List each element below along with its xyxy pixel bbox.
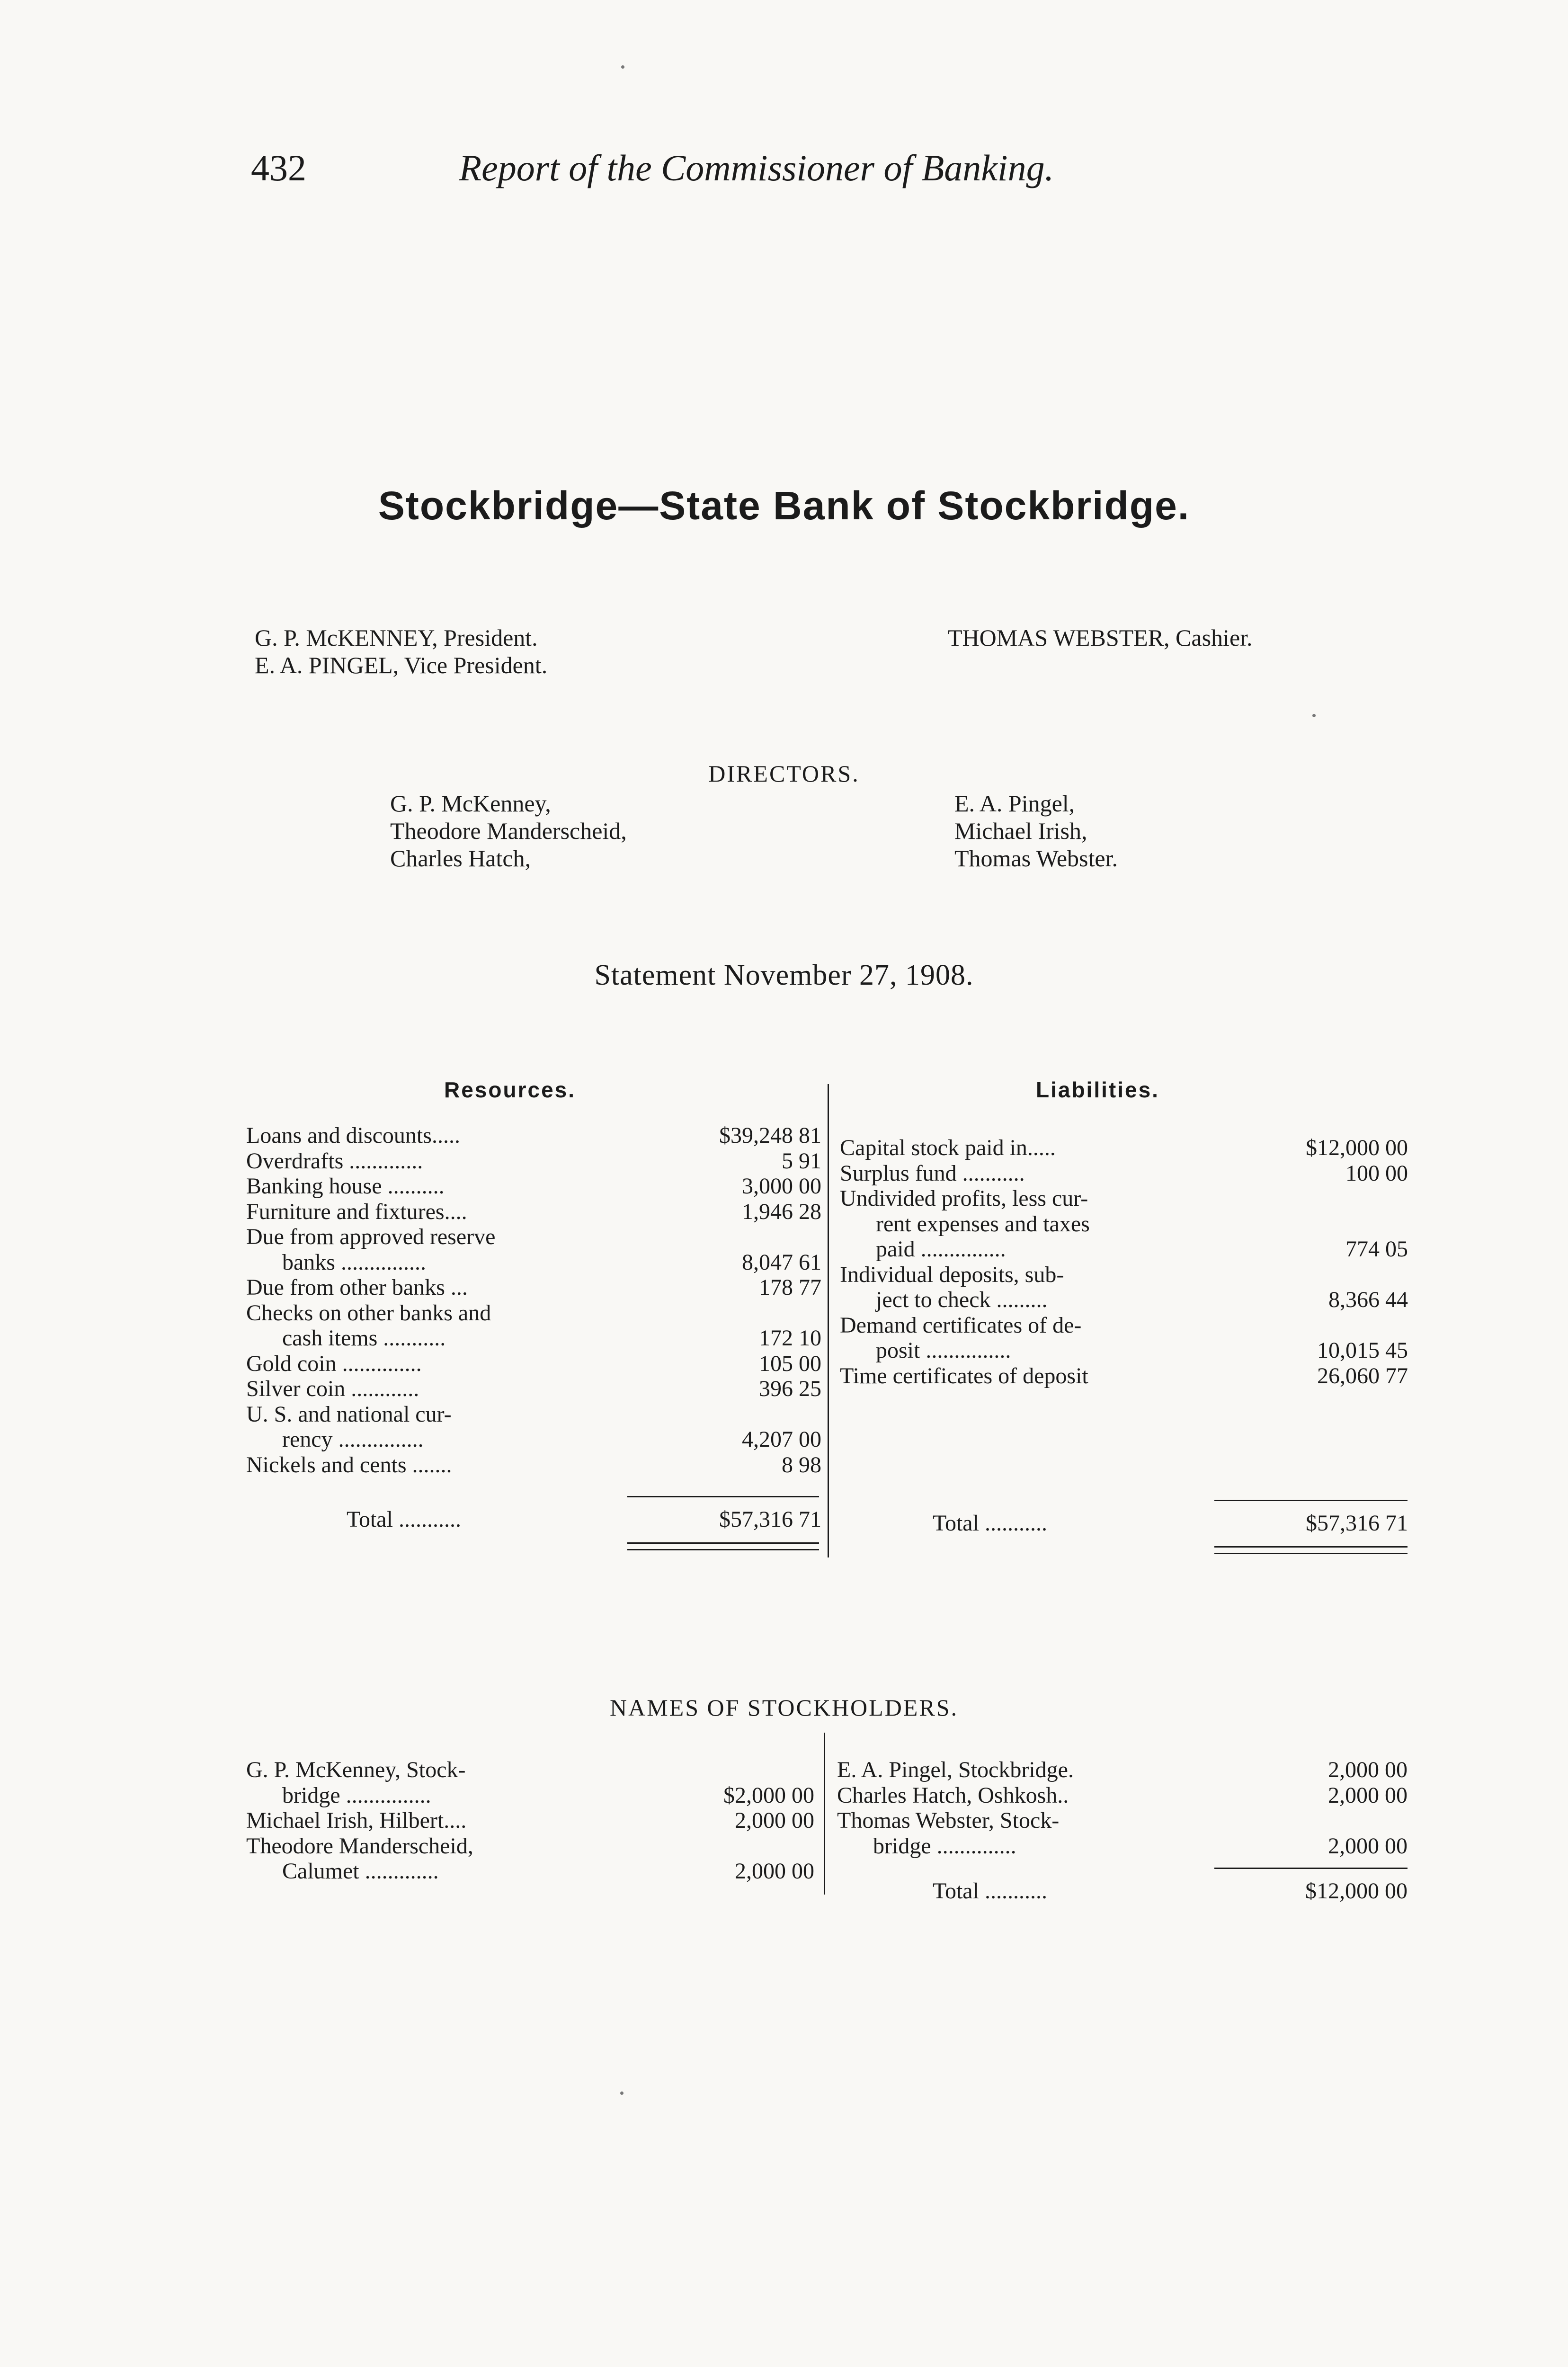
table-row	[246, 1808, 814, 1833]
table-row	[246, 1783, 814, 1808]
row-label: Undivided profits, less cur-	[840, 1186, 1088, 1211]
table-row	[246, 1148, 821, 1174]
row-amount: 26,060 77	[1317, 1363, 1408, 1388]
share-amount: 2,000 00	[735, 1808, 814, 1833]
row-amount: 1,946 28	[742, 1199, 821, 1224]
table-row	[246, 1833, 814, 1859]
table-row	[246, 1859, 814, 1884]
table-row	[840, 1313, 1408, 1338]
page-number: 432	[251, 147, 306, 188]
total-amount: $57,316 71	[1306, 1511, 1408, 1536]
stockholders-heading: NAMES OF STOCKHOLDERS.	[609, 1694, 959, 1721]
scan-speck	[621, 65, 624, 69]
table-row	[246, 1199, 821, 1225]
row-amount: 5 91	[782, 1148, 821, 1174]
row-label: U. S. and national cur-	[246, 1401, 452, 1427]
table-row	[246, 1123, 821, 1148]
total-label: Total ...........	[933, 1878, 1047, 1904]
stockholder-name: Charles Hatch, Oshkosh..	[837, 1782, 1069, 1808]
total-rule	[1214, 1500, 1408, 1501]
row-label: Overdrafts .............	[246, 1148, 423, 1174]
table-row	[840, 1186, 1408, 1211]
row-label: posit ...............	[876, 1338, 1011, 1363]
table-row	[840, 1287, 1408, 1313]
table-row	[840, 1161, 1408, 1186]
double-rule-bottom	[627, 1549, 819, 1550]
double-rule-top	[1214, 1546, 1408, 1548]
row-label: ject to check .........	[876, 1287, 1048, 1312]
table-row	[246, 1757, 814, 1783]
row-label: rency ...............	[282, 1427, 424, 1452]
table-row	[246, 1427, 821, 1452]
table-row	[837, 1757, 1408, 1783]
table-row	[840, 1135, 1408, 1161]
director-name: Charles Hatch,	[390, 845, 531, 872]
row-label: Surplus fund ...........	[840, 1160, 1025, 1186]
directors-heading: DIRECTORS.	[708, 760, 860, 787]
row-label: Due from other banks ...	[246, 1275, 468, 1300]
cashier-line: THOMAS WEBSTER, Cashier.	[948, 624, 1253, 651]
row-label: paid ...............	[876, 1237, 1006, 1262]
president-line: G. P. McKENNEY, President.	[255, 624, 538, 651]
column-divider	[824, 1733, 825, 1895]
table-row	[837, 1833, 1408, 1859]
table-row	[246, 1376, 821, 1402]
table-row	[246, 1326, 821, 1351]
row-label: cash items ...........	[282, 1326, 446, 1351]
row-amount: 8 98	[782, 1452, 821, 1477]
row-amount: $39,248 81	[719, 1123, 821, 1148]
stockholder-name: Michael Irish, Hilbert....	[246, 1808, 467, 1833]
table-row	[840, 1262, 1408, 1288]
row-label: Furniture and fixtures....	[246, 1199, 467, 1224]
stockholder-name: G. P. McKenney, Stock-	[246, 1757, 466, 1782]
row-label: Checks on other banks and	[246, 1300, 491, 1326]
table-row	[246, 1351, 821, 1377]
total-amount: $12,000 00	[1305, 1878, 1408, 1904]
total-rule	[627, 1496, 819, 1497]
table-row	[246, 1300, 821, 1326]
row-label: Gold coin ..............	[246, 1351, 422, 1376]
row-amount: 100 00	[1345, 1160, 1408, 1186]
row-amount: 396 25	[759, 1376, 821, 1401]
stockholder-name: Calumet .............	[282, 1859, 439, 1884]
directors-left-list	[390, 790, 627, 872]
row-amount: 178 77	[759, 1275, 821, 1300]
table-row	[246, 1402, 821, 1427]
table-row	[246, 1174, 821, 1199]
total-label: Total ...........	[347, 1507, 461, 1532]
director-name: Thomas Webster.	[954, 845, 1118, 872]
row-amount: 3,000 00	[742, 1174, 821, 1199]
double-rule-bottom	[1214, 1553, 1408, 1554]
director-name: Theodore Manderscheid,	[390, 818, 627, 844]
row-label: Capital stock paid in.....	[840, 1135, 1056, 1160]
liabilities-total-row	[840, 1511, 1408, 1536]
running-header	[251, 147, 1340, 189]
table-row	[246, 1275, 821, 1300]
total-amount: $57,316 71	[719, 1507, 821, 1532]
table-row	[840, 1511, 1408, 1536]
directors-right-list	[954, 790, 1118, 872]
table-row	[246, 1250, 821, 1275]
row-label: banks ...............	[282, 1249, 426, 1275]
resources-heading: Resources.	[444, 1077, 576, 1102]
officers-left	[255, 624, 547, 679]
bank-title: Stockbridge—State Bank of Stockbridge.	[378, 483, 1190, 528]
row-label: Banking house ..........	[246, 1174, 445, 1199]
liabilities-table	[840, 1135, 1408, 1388]
double-rule-top	[627, 1542, 819, 1544]
stockholders-left	[246, 1757, 814, 1884]
resources-table	[246, 1123, 821, 1477]
stockholders-right	[837, 1757, 1408, 1859]
table-row	[246, 1224, 821, 1250]
row-amount: 8,047 61	[742, 1249, 821, 1275]
share-amount: $2,000 00	[723, 1782, 814, 1808]
row-label: Nickels and cents .......	[246, 1452, 452, 1477]
table-row	[837, 1808, 1408, 1833]
table-row	[840, 1237, 1408, 1262]
row-label: rent expenses and taxes	[876, 1211, 1090, 1237]
row-amount: 8,366 44	[1328, 1287, 1408, 1312]
table-row	[246, 1507, 821, 1532]
table-row	[246, 1452, 821, 1478]
liabilities-heading: Liabilities.	[1036, 1077, 1159, 1102]
share-amount: 2,000 00	[1328, 1833, 1408, 1859]
director-name: G. P. McKenney,	[390, 790, 551, 817]
share-amount: 2,000 00	[735, 1859, 814, 1884]
resources-total-row	[246, 1507, 821, 1532]
vice-president-line: E. A. PINGEL, Vice President.	[255, 652, 548, 678]
total-rule	[1214, 1868, 1408, 1869]
row-amount: 4,207 00	[742, 1427, 821, 1452]
table-row	[840, 1338, 1408, 1363]
stockholder-name: bridge ..............	[873, 1833, 1016, 1859]
row-label: Due from approved reserve	[246, 1224, 496, 1249]
row-label: Time certificates of deposit	[840, 1363, 1088, 1388]
statement-heading: Statement November 27, 1908.	[594, 959, 974, 991]
director-name: Michael Irish,	[954, 818, 1087, 844]
share-amount: 2,000 00	[1328, 1757, 1408, 1782]
column-divider	[828, 1084, 829, 1557]
director-name: E. A. Pingel,	[954, 790, 1075, 817]
row-amount: 774 05	[1345, 1237, 1408, 1262]
row-label: Individual deposits, sub-	[840, 1262, 1064, 1287]
scan-speck	[1312, 714, 1316, 717]
row-amount: 105 00	[759, 1351, 821, 1376]
stockholder-name: bridge ...............	[282, 1782, 431, 1808]
row-label: Demand certificates of de-	[840, 1312, 1082, 1338]
share-amount: 2,000 00	[1328, 1782, 1408, 1808]
table-row	[837, 1878, 1408, 1904]
row-amount: $12,000 00	[1306, 1135, 1408, 1160]
table-row	[840, 1363, 1408, 1389]
scan-speck	[620, 2091, 624, 2095]
stockholders-total-row	[837, 1878, 1408, 1904]
stockholder-name: Theodore Manderscheid,	[246, 1833, 473, 1859]
total-label: Total ...........	[933, 1511, 1047, 1536]
stockholder-name: E. A. Pingel, Stockbridge.	[837, 1757, 1074, 1782]
stockholder-name: Thomas Webster, Stock-	[837, 1808, 1060, 1833]
row-label: Loans and discounts.....	[246, 1123, 460, 1148]
row-amount: 10,015 45	[1317, 1338, 1408, 1363]
row-label: Silver coin ............	[246, 1376, 419, 1401]
table-row	[837, 1783, 1408, 1808]
table-row	[840, 1211, 1408, 1237]
row-amount: 172 10	[759, 1326, 821, 1351]
running-title: Report of the Commissioner of Banking.	[459, 147, 1054, 188]
